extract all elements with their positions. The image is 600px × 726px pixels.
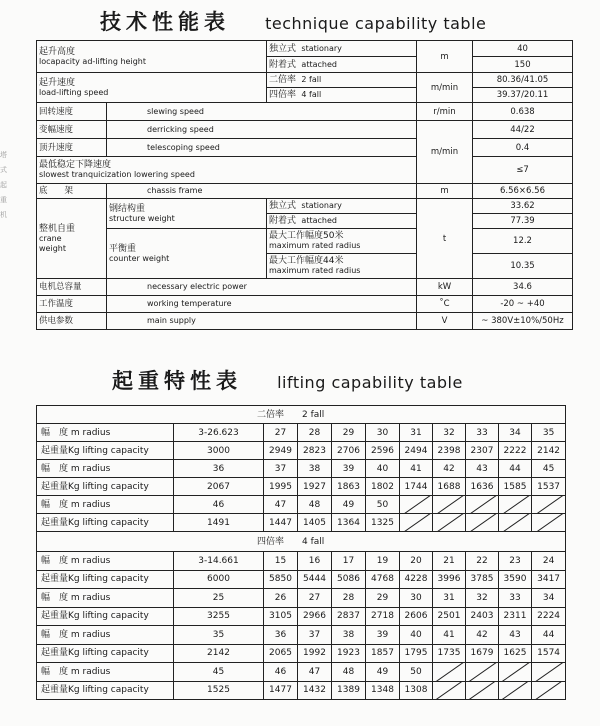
capacity-label: 起重量Kg lifting capacity bbox=[37, 514, 174, 532]
capacity-cell: 2501 bbox=[433, 607, 466, 626]
radius-cell: 38 bbox=[298, 460, 332, 478]
radius-cell: 50 bbox=[400, 663, 433, 682]
capacity-cell bbox=[433, 514, 466, 532]
value: 40 bbox=[473, 41, 573, 57]
capacity-cell: 1325 bbox=[366, 514, 400, 532]
fall-2-label: 二倍率 2 fall bbox=[267, 73, 417, 88]
radius-cell bbox=[532, 496, 566, 514]
radius-cell: 15 bbox=[264, 552, 298, 571]
temp-label-en: working temperature bbox=[107, 296, 417, 313]
derrick-label-cn: 变幅速度 bbox=[37, 121, 107, 139]
unit: m bbox=[417, 41, 473, 73]
radius-cell bbox=[433, 663, 466, 682]
capacity-cell: 3000 bbox=[174, 442, 264, 460]
value: 33.62 bbox=[473, 199, 573, 214]
radius-cell: 33 bbox=[466, 424, 499, 442]
radius-cell: 37 bbox=[298, 626, 332, 645]
radius-cell: 26 bbox=[264, 589, 298, 608]
radius-cell bbox=[499, 663, 532, 682]
radius-cell: 46 bbox=[174, 496, 264, 514]
capacity-cell: 1447 bbox=[264, 514, 298, 532]
radius-cell: 38 bbox=[332, 626, 366, 645]
capacity-label: 起重量Kg lifting capacity bbox=[37, 607, 174, 626]
capacity-label: 起重量Kg lifting capacity bbox=[37, 681, 174, 700]
capacity-cell bbox=[532, 681, 566, 700]
radius-cell: 39 bbox=[332, 460, 366, 478]
capacity-cell: 3996 bbox=[433, 570, 466, 589]
stationary-label: 独立式 stationary bbox=[267, 199, 417, 214]
radius-cell: 22 bbox=[466, 552, 499, 571]
capacity-cell: 1585 bbox=[499, 478, 532, 496]
unit: r/min bbox=[417, 103, 473, 121]
capacity-cell: 1688 bbox=[433, 478, 466, 496]
radius-label: 幅 度 m radius bbox=[37, 626, 174, 645]
capacity-cell: 1364 bbox=[332, 514, 366, 532]
radius-label: 幅 度 m radius bbox=[37, 663, 174, 682]
radius-cell: 29 bbox=[366, 589, 400, 608]
capacity-cell: 1348 bbox=[366, 681, 400, 700]
capacity-cell: 1625 bbox=[499, 644, 532, 663]
radius-cell: 27 bbox=[264, 424, 298, 442]
radius-cell: 32 bbox=[466, 589, 499, 608]
radius-cell: 44 bbox=[499, 460, 532, 478]
radius-cell: 17 bbox=[332, 552, 366, 571]
technique-capability-table bbox=[36, 40, 573, 330]
radius-cell: 32 bbox=[433, 424, 466, 442]
capacity-cell: 2606 bbox=[400, 607, 433, 626]
capacity-label: 起重量Kg lifting capacity bbox=[37, 644, 174, 663]
value: 12.2 bbox=[473, 229, 573, 254]
telescope-label-en: telescoping speed bbox=[107, 139, 417, 157]
radius-cell: 36 bbox=[174, 460, 264, 478]
capacity-cell: 1923 bbox=[332, 644, 366, 663]
capacity-cell: 2307 bbox=[466, 442, 499, 460]
value: ~ 380V±10%/50Hz bbox=[473, 313, 573, 330]
capacity-cell: 2142 bbox=[532, 442, 566, 460]
capacity-cell bbox=[433, 681, 466, 700]
capacity-label: 起重量Kg lifting capacity bbox=[37, 478, 174, 496]
radius-cell: 16 bbox=[298, 552, 332, 571]
supply-label-en: main supply bbox=[107, 313, 417, 330]
capacity-cell: 1992 bbox=[298, 644, 332, 663]
capacity-cell: 5444 bbox=[298, 570, 332, 589]
capacity-label: 起重量Kg lifting capacity bbox=[37, 570, 174, 589]
capacity-cell: 1679 bbox=[466, 644, 499, 663]
radius-cell: 49 bbox=[332, 496, 366, 514]
capacity-cell: 1802 bbox=[366, 478, 400, 496]
radius-cell: 3-26.623 bbox=[174, 424, 264, 442]
capacity-cell: 1574 bbox=[532, 644, 566, 663]
capacity-cell: 2706 bbox=[332, 442, 366, 460]
value: 150 bbox=[473, 57, 573, 73]
radius-cell bbox=[433, 496, 466, 514]
fall-4-label: 四倍率 4 fall bbox=[267, 88, 417, 103]
radius-cell: 43 bbox=[499, 626, 532, 645]
capacity-cell: 5850 bbox=[264, 570, 298, 589]
table-row bbox=[37, 644, 566, 663]
capacity-cell bbox=[532, 514, 566, 532]
radius-44-label: 最大工作幅度44米 maximum rated radius bbox=[267, 254, 417, 279]
radius-cell: 47 bbox=[298, 663, 332, 682]
table-row bbox=[37, 496, 566, 514]
side-watermark: 塔 式 起 重 机 bbox=[0, 151, 7, 219]
radius-cell: 37 bbox=[264, 460, 298, 478]
radius-cell: 24 bbox=[532, 552, 566, 571]
spec-title: 技术性能表 technique capability table bbox=[100, 9, 487, 34]
value: 80.36/41.05 bbox=[473, 73, 573, 88]
fall-header: 二倍率 2 fall bbox=[37, 406, 566, 424]
radius-cell: 48 bbox=[332, 663, 366, 682]
radius-cell: 28 bbox=[332, 589, 366, 608]
capacity-cell: 1491 bbox=[174, 514, 264, 532]
table-row bbox=[37, 424, 566, 442]
unit: kW bbox=[417, 279, 473, 296]
capacity-cell: 2065 bbox=[264, 644, 298, 663]
capacity-cell: 3255 bbox=[174, 607, 264, 626]
capacity-cell: 3785 bbox=[466, 570, 499, 589]
value: 0.4 bbox=[473, 139, 573, 157]
radius-cell: 30 bbox=[366, 424, 400, 442]
capacity-cell: 2067 bbox=[174, 478, 264, 496]
value: -20 ~ +40 bbox=[473, 296, 573, 313]
value: 44/22 bbox=[473, 121, 573, 139]
table-row bbox=[37, 478, 566, 496]
capacity-cell: 2494 bbox=[400, 442, 433, 460]
fall-2-section bbox=[37, 406, 566, 532]
lowering-label: 最低稳定下降速度 slowest tranquicization lowering speed bbox=[37, 157, 417, 184]
radius-label: 幅 度 m radius bbox=[37, 424, 174, 442]
radius-cell: 34 bbox=[532, 589, 566, 608]
table-row bbox=[37, 442, 566, 460]
capacity-cell: 1857 bbox=[366, 644, 400, 663]
unit: m bbox=[417, 184, 473, 199]
capacity-cell bbox=[466, 681, 499, 700]
capacity-cell bbox=[466, 514, 499, 532]
value: 10.35 bbox=[473, 254, 573, 279]
table-row bbox=[37, 663, 566, 682]
unit: t bbox=[417, 199, 473, 279]
radius-cell: 3-14.661 bbox=[174, 552, 264, 571]
radius-cell bbox=[466, 496, 499, 514]
power-label-en: necessary electric power bbox=[107, 279, 417, 296]
radius-cell bbox=[466, 663, 499, 682]
radius-cell: 19 bbox=[366, 552, 400, 571]
radius-cell: 45 bbox=[532, 460, 566, 478]
radius-cell: 41 bbox=[400, 460, 433, 478]
table-row bbox=[37, 681, 566, 700]
stationary-label: 独立式 stationary bbox=[267, 41, 417, 57]
radius-cell: 42 bbox=[466, 626, 499, 645]
capacity-cell: 2718 bbox=[366, 607, 400, 626]
capacity-cell: 2222 bbox=[499, 442, 532, 460]
slew-label-cn: 回转速度 bbox=[37, 103, 107, 121]
capacity-cell: 1744 bbox=[400, 478, 433, 496]
radius-cell: 50 bbox=[366, 496, 400, 514]
radius-cell bbox=[499, 496, 532, 514]
radius-cell: 29 bbox=[332, 424, 366, 442]
radius-cell: 31 bbox=[433, 589, 466, 608]
capacity-cell bbox=[499, 681, 532, 700]
radius-cell: 42 bbox=[433, 460, 466, 478]
value: 6.56×6.56 bbox=[473, 184, 573, 199]
value: 34.6 bbox=[473, 279, 573, 296]
lift-speed-label: 起升速度 load-lifting speed bbox=[37, 73, 267, 103]
capacity-cell: 2311 bbox=[499, 607, 532, 626]
capacity-cell bbox=[400, 514, 433, 532]
capacity-cell: 2966 bbox=[298, 607, 332, 626]
lift-height-label: 起升高度 locapacity ad-lifting height bbox=[37, 41, 267, 73]
capacity-cell bbox=[499, 514, 532, 532]
attached-label: 附着式 attached bbox=[267, 214, 417, 229]
capacity-cell: 2949 bbox=[264, 442, 298, 460]
fall-4-section bbox=[37, 532, 566, 700]
radius-cell: 35 bbox=[174, 626, 264, 645]
capacity-cell: 1432 bbox=[298, 681, 332, 700]
capacity-cell: 1477 bbox=[264, 681, 298, 700]
capacity-cell: 1735 bbox=[433, 644, 466, 663]
radius-cell: 28 bbox=[298, 424, 332, 442]
radius-cell: 40 bbox=[400, 626, 433, 645]
value: 0.638 bbox=[473, 103, 573, 121]
unit: m/min bbox=[417, 73, 473, 103]
radius-label: 幅 度 m radius bbox=[37, 552, 174, 571]
radius-cell: 30 bbox=[400, 589, 433, 608]
unit: m/min bbox=[417, 121, 473, 184]
capacity-cell: 5086 bbox=[332, 570, 366, 589]
radius-label: 幅 度 m radius bbox=[37, 496, 174, 514]
radius-cell: 43 bbox=[466, 460, 499, 478]
radius-cell bbox=[400, 496, 433, 514]
temp-label-cn: 工作温度 bbox=[37, 296, 107, 313]
capacity-cell: 2398 bbox=[433, 442, 466, 460]
radius-cell: 36 bbox=[264, 626, 298, 645]
capacity-cell: 2596 bbox=[366, 442, 400, 460]
capacity-cell: 1389 bbox=[332, 681, 366, 700]
supply-label-cn: 供电参数 bbox=[37, 313, 107, 330]
capacity-cell: 6000 bbox=[174, 570, 264, 589]
table-row bbox=[37, 460, 566, 478]
table-row bbox=[37, 552, 566, 571]
capacity-cell: 1927 bbox=[298, 478, 332, 496]
telescope-label-cn: 顶升速度 bbox=[37, 139, 107, 157]
radius-cell: 48 bbox=[298, 496, 332, 514]
capacity-label: 起重量Kg lifting capacity bbox=[37, 442, 174, 460]
table-row bbox=[37, 626, 566, 645]
value: ≤7 bbox=[473, 157, 573, 184]
capacity-cell: 4228 bbox=[400, 570, 433, 589]
lifting-title: 起重特性表 lifting capability table bbox=[112, 368, 463, 393]
capacity-cell: 2823 bbox=[298, 442, 332, 460]
counter-weight-label: 平衡重 counter weight bbox=[107, 229, 267, 279]
radius-cell: 23 bbox=[499, 552, 532, 571]
chassis-label-en: chassis frame bbox=[107, 184, 417, 199]
capacity-cell: 1795 bbox=[400, 644, 433, 663]
capacity-cell: 2224 bbox=[532, 607, 566, 626]
structure-weight-label: 钢结构重 structure weight bbox=[107, 199, 267, 229]
radius-cell: 31 bbox=[400, 424, 433, 442]
capacity-cell: 1995 bbox=[264, 478, 298, 496]
radius-cell: 49 bbox=[366, 663, 400, 682]
capacity-cell: 1636 bbox=[466, 478, 499, 496]
radius-50-label: 最大工作幅度50米 maximum rated radius bbox=[267, 229, 417, 254]
table-row bbox=[37, 607, 566, 626]
radius-cell bbox=[532, 663, 566, 682]
radius-cell: 27 bbox=[298, 589, 332, 608]
capacity-cell: 1525 bbox=[174, 681, 264, 700]
radius-label: 幅 度 m radius bbox=[37, 589, 174, 608]
radius-cell: 47 bbox=[264, 496, 298, 514]
slew-label-en: slewing speed bbox=[107, 103, 417, 121]
power-label-cn: 电机总容量 bbox=[37, 279, 107, 296]
capacity-cell: 1863 bbox=[332, 478, 366, 496]
attached-label: 附着式 attached bbox=[267, 57, 417, 73]
radius-cell: 33 bbox=[499, 589, 532, 608]
derrick-label-en: derricking speed bbox=[107, 121, 417, 139]
radius-cell: 46 bbox=[264, 663, 298, 682]
capacity-cell: 4768 bbox=[366, 570, 400, 589]
capacity-cell: 1537 bbox=[532, 478, 566, 496]
capacity-cell: 2403 bbox=[466, 607, 499, 626]
table-row bbox=[37, 570, 566, 589]
capacity-cell: 2142 bbox=[174, 644, 264, 663]
capacity-cell: 1308 bbox=[400, 681, 433, 700]
value: 39.37/20.11 bbox=[473, 88, 573, 103]
radius-cell: 40 bbox=[366, 460, 400, 478]
unit: V bbox=[417, 313, 473, 330]
capacity-cell: 2837 bbox=[332, 607, 366, 626]
radius-cell: 45 bbox=[174, 663, 264, 682]
radius-cell: 21 bbox=[433, 552, 466, 571]
radius-cell: 35 bbox=[532, 424, 566, 442]
radius-cell: 25 bbox=[174, 589, 264, 608]
capacity-cell: 3590 bbox=[499, 570, 532, 589]
weight-label: 整机自重 crane weight bbox=[37, 199, 107, 279]
table-row bbox=[37, 514, 566, 532]
value: 77.39 bbox=[473, 214, 573, 229]
radius-cell: 34 bbox=[499, 424, 532, 442]
fall-header: 四倍率 4 fall bbox=[37, 532, 566, 552]
capacity-cell: 3417 bbox=[532, 570, 566, 589]
unit: ˚C bbox=[417, 296, 473, 313]
radius-cell: 20 bbox=[400, 552, 433, 571]
table-row bbox=[37, 589, 566, 608]
lifting-capability-table bbox=[36, 405, 566, 700]
radius-cell: 44 bbox=[532, 626, 566, 645]
capacity-cell: 1405 bbox=[298, 514, 332, 532]
radius-cell: 39 bbox=[366, 626, 400, 645]
capacity-cell: 3105 bbox=[264, 607, 298, 626]
chassis-label-cn: 底 架 bbox=[37, 184, 107, 199]
radius-cell: 41 bbox=[433, 626, 466, 645]
radius-label: 幅 度 m radius bbox=[37, 460, 174, 478]
